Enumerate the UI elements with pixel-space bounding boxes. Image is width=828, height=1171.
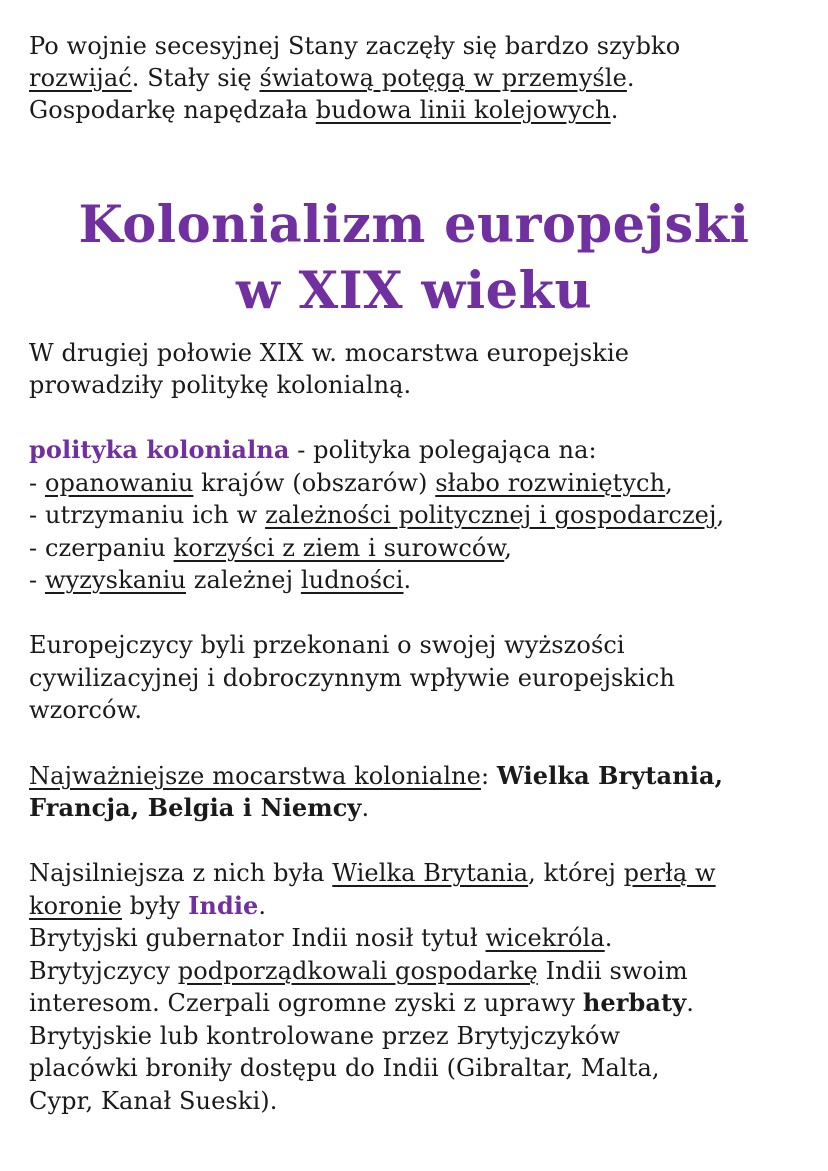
text: placówki broniły dostępu do Indii (Gibraltar, Malta,	[29, 1054, 660, 1082]
underlined-text: Najważniejsze mocarstwa kolonialne	[29, 762, 481, 790]
text: Po wojnie secesyjnej Stany zaczęły się bardzo szybko	[29, 32, 681, 60]
text: - utrzymaniu ich w	[29, 501, 266, 529]
title-line2: w XIX wieku	[235, 261, 593, 321]
text: :	[480, 762, 497, 790]
text: .	[626, 64, 635, 92]
definition-item-3	[29, 532, 512, 565]
para1-line3	[29, 94, 618, 127]
highlighted-text: Indie	[188, 891, 259, 920]
text: wzorców.	[29, 696, 143, 724]
underlined-text: budowa linii kolejowych	[315, 96, 611, 124]
underlined-text: korzyści z ziem i surowców	[173, 534, 505, 562]
text: krajów (obszarów)	[193, 469, 436, 497]
text: W drugiej połowie XIX w. mocarstwa europejskie	[29, 339, 630, 367]
underlined-text: podporządkowali gospodarkę	[177, 957, 538, 985]
underlined-text: koronie	[29, 892, 122, 920]
text: -	[29, 469, 45, 497]
para1-line2	[29, 62, 635, 95]
underlined-text: światową potęgą w przemyśle	[259, 64, 627, 92]
text: interesom. Czerpali ogromne zyski z uprawy	[29, 989, 583, 1017]
text: ,	[504, 534, 512, 562]
text: . Stały się	[131, 64, 260, 92]
text: Indii swoim	[537, 957, 688, 985]
definition-item-2	[29, 499, 724, 532]
text: były	[121, 892, 189, 920]
text: zależnej	[186, 566, 301, 594]
britain-line5	[29, 987, 694, 1020]
underlined-text: Wielka Brytania	[332, 859, 529, 887]
text: .	[258, 892, 267, 920]
britain-line1	[29, 857, 716, 890]
underlined-text: ludności	[300, 566, 404, 594]
title-line1: Kolonializm europejski	[78, 195, 750, 255]
text: .	[361, 794, 370, 822]
underlined-text: perłą w	[623, 859, 716, 887]
text: Najsilniejsza z nich była	[29, 859, 333, 887]
bold-text: herbaty	[582, 988, 687, 1017]
text: .	[610, 96, 619, 124]
text: - polityka polegająca na:	[289, 436, 597, 464]
text: Brytyjski gubernator Indii nosił tytuł	[29, 924, 486, 952]
definition-heading	[29, 434, 597, 467]
text: Cypr, Kanał Sueski).	[29, 1087, 278, 1115]
underlined-text: opanowaniu	[44, 469, 194, 497]
text: cywilizacyjnej i dobroczynnym wpływie europejskich	[29, 664, 675, 692]
para2-line1	[29, 337, 629, 370]
britain-line7	[29, 1052, 660, 1085]
britain-line2	[29, 890, 266, 923]
text: Europejczycy byli przekonani o swojej wyższości	[29, 631, 625, 659]
text: , której	[528, 859, 624, 887]
underlined-text: wicekróla	[485, 924, 605, 952]
definition-term: polityka kolonialna	[29, 435, 290, 464]
britain-line8	[29, 1085, 277, 1118]
text: ,	[665, 469, 673, 497]
text: .	[686, 989, 694, 1017]
para3-line2	[29, 662, 675, 695]
britain-line6	[29, 1020, 620, 1053]
underlined-text: słabo rozwiniętych	[435, 469, 666, 497]
text: prowadziły politykę kolonialną.	[29, 371, 412, 399]
definition-item-4	[29, 564, 411, 597]
text: .	[604, 924, 613, 952]
underlined-text: wyzyskaniu	[44, 566, 187, 594]
britain-line3	[29, 922, 612, 955]
bold-text: Wielka Brytania,	[496, 761, 724, 790]
britain-line4	[29, 955, 688, 988]
text: Brytyjskie lub kontrolowane przez Brytyjczyków	[29, 1022, 621, 1050]
para3-line1	[29, 629, 625, 662]
powers-line1	[29, 760, 723, 793]
text: Brytyjczycy	[29, 957, 178, 985]
bold-text: Francja, Belgia i Niemcy	[29, 793, 362, 822]
para3-line3	[29, 694, 142, 727]
text: -	[29, 566, 45, 594]
text: .	[403, 566, 412, 594]
text: ,	[716, 501, 725, 529]
para1-line1	[29, 30, 680, 63]
powers-line2	[29, 792, 369, 825]
text: - czerpaniu	[29, 534, 174, 562]
para2-line2	[29, 369, 411, 402]
underlined-text: rozwijać	[29, 64, 132, 92]
text: Gospodarkę napędzała	[29, 96, 316, 124]
underlined-text: zależności politycznej i gospodarczej	[265, 501, 717, 529]
definition-item-1	[29, 467, 673, 500]
